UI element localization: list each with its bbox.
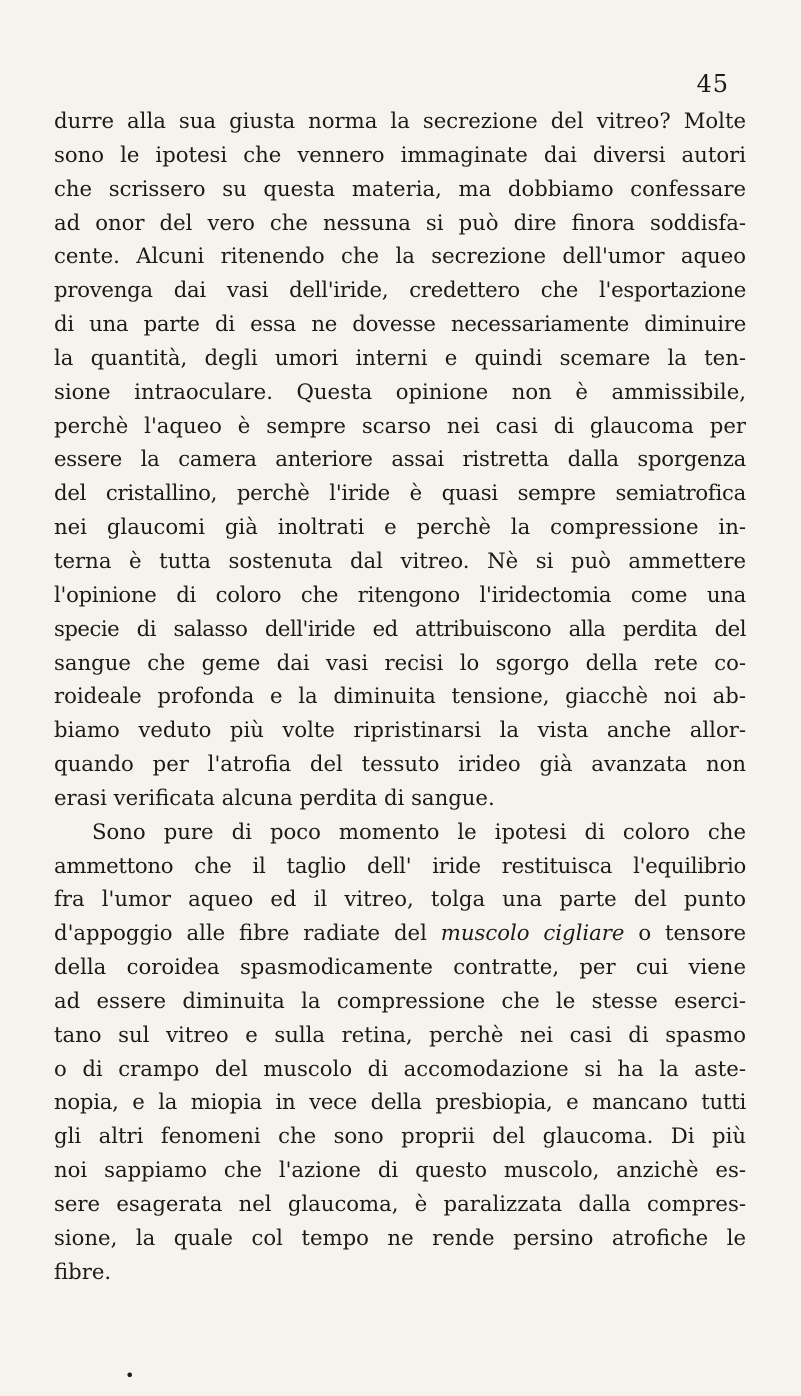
text-line: ad essere diminuita la compressione che le stesse eserci- bbox=[54, 987, 746, 1013]
text-line: sono le ipotesi che vennero immaginate dai diversi autori bbox=[54, 141, 746, 167]
text-line: roideale profonda e la diminuita tensione, giacchè noi ab- bbox=[54, 683, 746, 709]
body-text bbox=[54, 104, 746, 1289]
text-line: sangue che geme dai vasi recisi lo sgorgo della rete co- bbox=[54, 649, 746, 675]
text-line: fra l'umor aqueo ed il vitreo, tolga una parte del punto bbox=[54, 886, 746, 912]
text-line: sione, la quale col tempo ne rende persino atrofiche le bbox=[54, 1224, 746, 1250]
page-number: 45 bbox=[696, 70, 729, 98]
text-line: di una parte di essa ne dovesse necessariamente diminuire bbox=[54, 311, 746, 337]
paragraph-end-line: erasi verificata alcuna perdita di sangue. bbox=[54, 784, 495, 810]
text-line: ammettono che il taglio dell' iride restituisca l'equilibrio bbox=[54, 852, 746, 878]
text-line: quando per l'atrofia del tessuto irideo già avanzata non bbox=[54, 751, 746, 777]
text-line-with-italic bbox=[54, 916, 746, 950]
text-line: l'opinione di coloro che ritengono l'iridectomia come una bbox=[54, 581, 746, 607]
text-line: del cristallino, perchè l'iride è quasi sempre semiatrofica bbox=[54, 480, 746, 506]
text-segment: d'appoggio alle fibre radiate del bbox=[54, 920, 441, 946]
text-line: tano sul vitreo e sulla retina, perchè nei casi di spasmo bbox=[54, 1021, 746, 1047]
stray-ink-mark: • bbox=[125, 1366, 135, 1385]
paragraph-start-line: Sono pure di poco momento le ipotesi di coloro che bbox=[92, 818, 746, 844]
text-line: sere esagerata nel glaucoma, è paralizzata dalla compres- bbox=[54, 1191, 746, 1216]
text-line: terna è tutta sostenuta dal vitreo. Nè si può ammettere bbox=[54, 547, 746, 573]
paragraph-end-line: fibre. bbox=[54, 1258, 112, 1284]
text-line: perchè l'aqueo è sempre scarso nei casi di glaucoma per bbox=[54, 412, 746, 438]
text-line: nopia, e la miopia in vece della presbiopia, e mancano tutti bbox=[54, 1089, 746, 1115]
text-line: sione intraoculare. Questa opinione non è ammissibile, bbox=[54, 378, 746, 404]
text-segment: o tensore bbox=[624, 920, 746, 946]
text-line: durre alla sua giusta norma la secrezione del vitreo? Molte bbox=[54, 108, 746, 133]
text-line: gli altri fenomeni che sono proprii del glaucoma. Di più bbox=[54, 1123, 746, 1149]
text-line: ad onor del vero che nessuna si può dire finora soddisfa- bbox=[54, 209, 746, 235]
text-line: nei glaucomi già inoltrati e perchè la compressione in- bbox=[54, 514, 746, 540]
text-line: la quantità, degli umori interni e quindi scemare la ten- bbox=[54, 344, 746, 370]
text-line: cente. Alcuni ritenendo che la secrezione dell'umor aqueo bbox=[54, 243, 746, 269]
text-line: della coroidea spasmodicamente contratte, per cui viene bbox=[54, 954, 746, 980]
text-line: specie di salasso dell'iride ed attribuiscono alla perdita del bbox=[54, 615, 746, 641]
text-line: che scrissero su questa materia, ma dobbiamo confessare bbox=[54, 175, 746, 201]
text-line: essere la camera anteriore assai ristretta dalla sporgenza bbox=[54, 446, 746, 472]
italic-term: muscolo cigliare bbox=[440, 920, 625, 946]
text-line: noi sappiamo che l'azione di questo muscolo, anzichè es- bbox=[54, 1157, 746, 1183]
text-line: provenga dai vasi dell'iride, credettero che l'esportazione bbox=[54, 277, 746, 303]
text-line: o di crampo del muscolo di accomodazione si ha la aste- bbox=[54, 1055, 746, 1081]
text-line: biamo veduto più volte ripristinarsi la vista anche allor- bbox=[54, 717, 746, 743]
